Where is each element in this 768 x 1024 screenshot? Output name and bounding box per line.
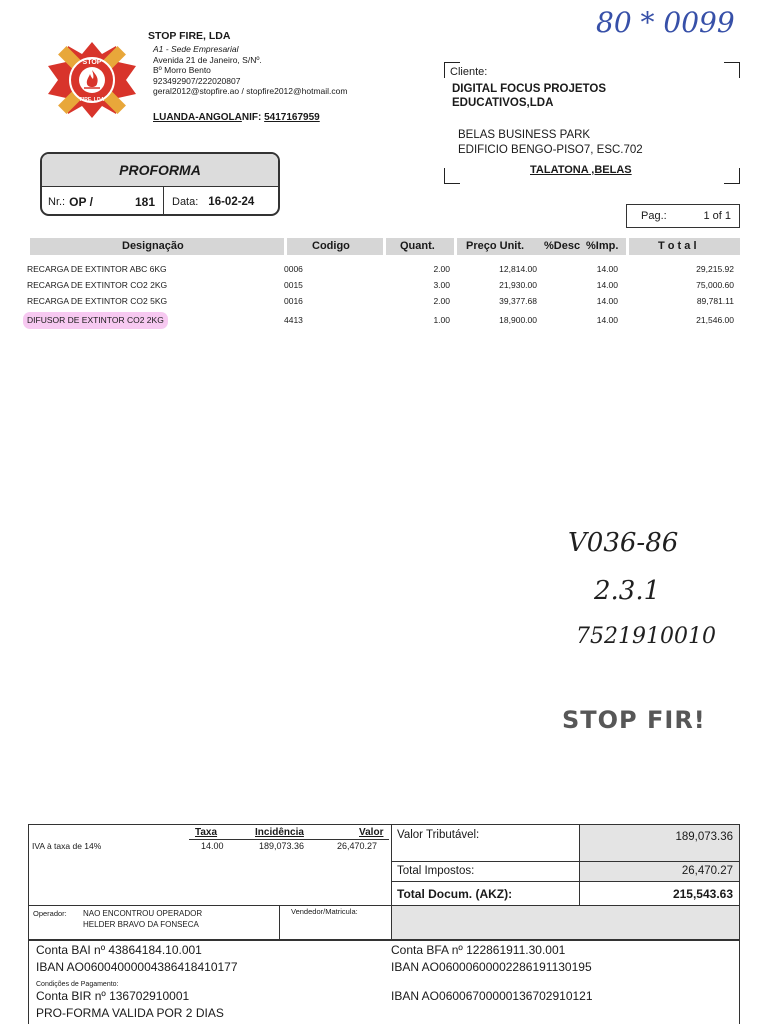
bfa-iban: IBAN AO06000600002286191130195 <box>391 960 592 974</box>
date-value: 16-02-24 <box>208 195 255 208</box>
items-table-header <box>30 238 740 255</box>
company-line: Bº Morro Bento <box>153 65 211 76</box>
proforma-date <box>164 196 254 208</box>
cell-quant: 2.00 <box>433 264 450 274</box>
cell-imp: 14.00 <box>596 280 618 290</box>
company-line: 923492907/222020807 <box>153 75 241 86</box>
bfa-conta: Conta BFA nº 122861911.30.001 <box>391 943 566 957</box>
col-divider <box>626 238 629 255</box>
nif-value: 5417167959 <box>264 112 320 123</box>
valor-tributavel: 189,073.36 <box>675 831 733 843</box>
col-divider <box>383 238 386 255</box>
table-row <box>0 261 768 278</box>
tax-label: IVA à taxa de 14% <box>32 841 102 851</box>
cell-imp: 14.00 <box>596 296 618 306</box>
corner-mark <box>724 62 740 78</box>
bai-conta: Conta BAI nº 43864184.10.001 <box>36 943 202 957</box>
cell-codigo: 4413 <box>284 315 303 325</box>
cell-quant: 1.00 <box>433 315 450 325</box>
proforma-number <box>42 187 164 216</box>
tax-value: 26,470.27 <box>337 841 378 851</box>
cell-total: 21,546.00 <box>696 315 734 325</box>
bir-iban: IBAN AO06006700000136702910121 <box>391 989 593 1003</box>
cell-preco: 39,377.68 <box>499 296 537 306</box>
logo-text-bottom: FIRE, LDA <box>79 97 105 103</box>
vendedor-label: Vendedor/Matricula: <box>291 907 358 916</box>
cell-designacao: RECARGA DE EXTINTOR ABC 6KG <box>27 264 167 274</box>
nr-label: Nr.: <box>48 195 66 208</box>
cell-codigo: 0006 <box>284 264 303 274</box>
divider <box>391 861 739 862</box>
cell-total: 29,215.92 <box>696 264 734 274</box>
company-stamp: STOP FIR! <box>562 706 706 734</box>
client-address-line: EDIFICIO BENGO-PISO7, ESC.702 <box>458 143 643 156</box>
cell-designacao: DIFUSOR DE EXTINTOR CO2 2KG <box>23 312 168 329</box>
total-impostos-label: Total Impostos: <box>397 865 475 877</box>
company-city: LUANDA-ANGOLA <box>153 112 242 123</box>
client-name-line: DIGITAL FOCUS PROJETOS <box>452 83 606 95</box>
handwritten-code: 80 * 0099 <box>596 6 735 39</box>
bai-iban: IBAN AO06004000004386418410177 <box>36 960 238 974</box>
company-city-nif <box>153 112 320 123</box>
cell-designacao: RECARGA DE EXTINTOR CO2 2KG <box>27 280 168 290</box>
logo-text-top: STOP <box>82 59 102 66</box>
total-impostos: 26,470.27 <box>681 865 733 877</box>
corner-mark <box>724 168 740 184</box>
page-label: Pag.: <box>641 210 667 222</box>
total-doc: 215,543.63 <box>672 887 733 901</box>
col-designacao: Designação <box>122 240 184 252</box>
cell-codigo: 0016 <box>284 296 303 306</box>
valor-tributavel-label: Valor Tributável: <box>397 829 480 841</box>
tax-header-valor: Valor <box>359 827 384 838</box>
operador-label: Operador: <box>33 909 67 918</box>
col-divider <box>454 238 457 255</box>
bir-conta: Conta BIR nº 136702910001 <box>36 989 190 1003</box>
divider <box>391 825 392 939</box>
number: 181 <box>134 194 155 209</box>
col-codigo: Codigo <box>312 240 350 252</box>
client-name-line: EDUCATIVOS,LDA <box>452 97 554 109</box>
condicoes-label: Condições de Pagamento: <box>36 981 119 988</box>
cell-imp: 14.00 <box>596 264 618 274</box>
handwritten-note: V036-86 <box>568 528 679 558</box>
corner-mark <box>444 168 460 184</box>
cell-total: 75,000.60 <box>696 280 734 290</box>
page-value: 1 of 1 <box>703 210 731 222</box>
validade: PRO-FORMA VALIDA POR 2 DIAS <box>36 1006 224 1020</box>
company-line: Avenida 21 de Janeiro, S/Nº. <box>153 54 262 65</box>
grey-cell <box>391 905 739 939</box>
tax-rate: 14.00 <box>201 841 224 851</box>
tax-header-incidencia: Incidência <box>255 827 304 838</box>
operador-line: NAO ENCONTROU OPERADOR <box>83 909 203 918</box>
cell-total: 89,781.11 <box>696 296 734 306</box>
date-label: Data: <box>172 195 199 208</box>
table-row <box>0 293 768 310</box>
client-address <box>458 128 643 157</box>
client-label: Cliente: <box>450 66 488 78</box>
handwritten-note: 7521910010 <box>576 624 716 649</box>
client-name <box>452 82 606 110</box>
col-quant: Quant. <box>400 240 435 252</box>
table-row <box>0 277 768 294</box>
col-desc: %Desc <box>544 240 581 252</box>
company-logo <box>44 40 140 120</box>
tax-base: 189,073.36 <box>259 841 305 851</box>
client-address-line: BELAS BUSINESS PARK <box>458 129 591 141</box>
table-row <box>0 312 768 329</box>
company-line: geral2012@stopfire.ao / stopfire2012@hotmail.com <box>153 86 348 97</box>
company-line: A1 - Sede Empresarial <box>153 44 239 54</box>
cell-codigo: 0015 <box>284 280 303 290</box>
total-doc-label: Total Docum. (AKZ): <box>397 887 513 901</box>
col-total: T o t a l <box>658 240 697 252</box>
tax-header-taxa: Taxa <box>195 827 218 838</box>
col-imp: %Imp. <box>586 240 619 252</box>
handwritten-note: 2.3.1 <box>594 576 661 606</box>
client-city: TALATONA ,BELAS <box>530 164 632 176</box>
summary-box <box>28 824 740 940</box>
cell-imp: 14.00 <box>596 315 618 325</box>
divider <box>29 905 739 906</box>
divider <box>279 905 280 939</box>
cell-preco: 12,814.00 <box>499 264 537 274</box>
nif-label: NIF: <box>241 112 262 123</box>
operador-line: HELDER BRAVO DA FONSECA <box>83 920 199 929</box>
proforma-title: PROFORMA <box>42 154 278 187</box>
company-name: STOP FIRE, LDA <box>148 30 231 42</box>
cell-quant: 3.00 <box>433 280 450 290</box>
series: OP / <box>69 194 93 209</box>
divider <box>391 881 739 882</box>
col-divider <box>284 238 287 255</box>
cell-designacao: RECARGA DE EXTINTOR CO2 5KG <box>27 296 168 306</box>
cell-preco: 21,930.00 <box>499 280 537 290</box>
cell-preco: 18,900.00 <box>499 315 537 325</box>
company-address <box>153 44 347 97</box>
divider <box>189 839 389 840</box>
cell-quant: 2.00 <box>433 296 450 306</box>
bank-info <box>28 940 740 1024</box>
col-preco: Preço Unit. <box>466 240 525 252</box>
page-indicator <box>626 204 740 228</box>
divider <box>579 825 580 905</box>
proforma-box <box>40 152 280 216</box>
